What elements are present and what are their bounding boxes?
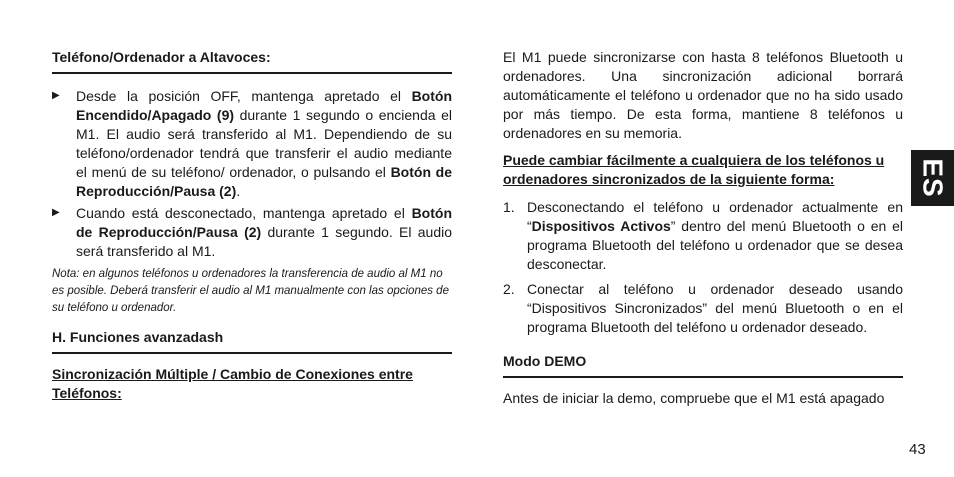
numbered-step bbox=[503, 280, 903, 337]
step-text bbox=[527, 198, 903, 274]
text-run: durante 1 segundo o encienda el M1. El audio será transferido al M1. Dependiendo de su teléfono/ordenador tendrá que transferir el audio mediante el menú de su teléfono/ ordenador, o pulsando el bbox=[76, 107, 452, 180]
note-text: Nota: en algunos teléfonos u ordenadores la transferencia de audio al M1 no es posible. Deberá transferir el audio al M1 manualmente con las opciones de su teléfono u ordenador. bbox=[52, 268, 449, 314]
numbered-step bbox=[503, 198, 903, 274]
subheading-multipoint: Sincronización Múltiple / Cambio de Conexiones entre Teléfonos: bbox=[52, 366, 413, 401]
page-number: 43 bbox=[909, 441, 926, 458]
bullet-item bbox=[52, 204, 452, 261]
section-heading-demo-mode: Modo DEMO bbox=[503, 352, 903, 378]
bullet-item bbox=[52, 87, 452, 201]
bold-text-run: Botón de Reproducción/Pausa (2) bbox=[76, 164, 453, 199]
intro-paragraph: El M1 puede sincronizarse con hasta 8 teléfonos Bluetooth u ordenadores. Una sincronización adicional borrará automáticamente el teléfono u ordenador que no ha sido usado por más tiempo. De esta forma, mantiene 8 teléfonos u ordenadores en su memoria. bbox=[503, 49, 903, 141]
section-heading-advanced-functions: H. Funciones avanzadash bbox=[52, 328, 452, 354]
subheading-switch-devices: Puede cambiar fácilmente a cualquiera de los teléfonos u ordenadores sincronizados de la siguiente forma: bbox=[503, 152, 885, 187]
bold-text-run: Botón Encendido/Apagado (9) bbox=[76, 88, 452, 123]
text-run: Conectar al teléfono u ordenador deseado usando “Dispositivos Sincronizados” del menú Bluetooth o en el programa Bluetooth del teléfono u ordenador deseado. bbox=[527, 281, 903, 335]
bullet-text bbox=[76, 87, 452, 201]
triangle-bullet-icon: ▶ bbox=[52, 90, 60, 101]
section-heading-phone-to-speakers: Teléfono/Ordenador a Altavoces: bbox=[52, 48, 452, 74]
bold-text-run: Dispositivos Activos bbox=[531, 218, 671, 234]
language-tab-label: ES bbox=[917, 158, 949, 198]
text-run: . bbox=[236, 183, 241, 199]
text-run: ” dentro del menú Bluetooth o en el programa Bluetooth del teléfono u ordenador que se desea desconectar. bbox=[527, 218, 904, 272]
step-text bbox=[527, 280, 903, 337]
text-run: durante 1 segundo. El audio será transferido al M1. bbox=[76, 224, 453, 259]
step-number: 2. bbox=[503, 281, 515, 297]
step-number: 1. bbox=[503, 199, 515, 215]
text-run: Cuando está desconectado, mantenga apretado el bbox=[76, 205, 412, 221]
demo-paragraph: Antes de iniciar la demo, compruebe que el M1 está apagado bbox=[503, 390, 885, 406]
text-run: Desde la posición OFF, mantenga apretado el bbox=[76, 88, 412, 104]
triangle-bullet-icon: ▶ bbox=[52, 207, 60, 218]
bold-text-run: Botón de Reproducción/Pausa (2) bbox=[76, 205, 452, 240]
language-tab bbox=[911, 150, 954, 206]
text-run: Desconectando el teléfono u ordenador actualmente en “ bbox=[527, 199, 903, 234]
bullet-text bbox=[76, 204, 452, 261]
